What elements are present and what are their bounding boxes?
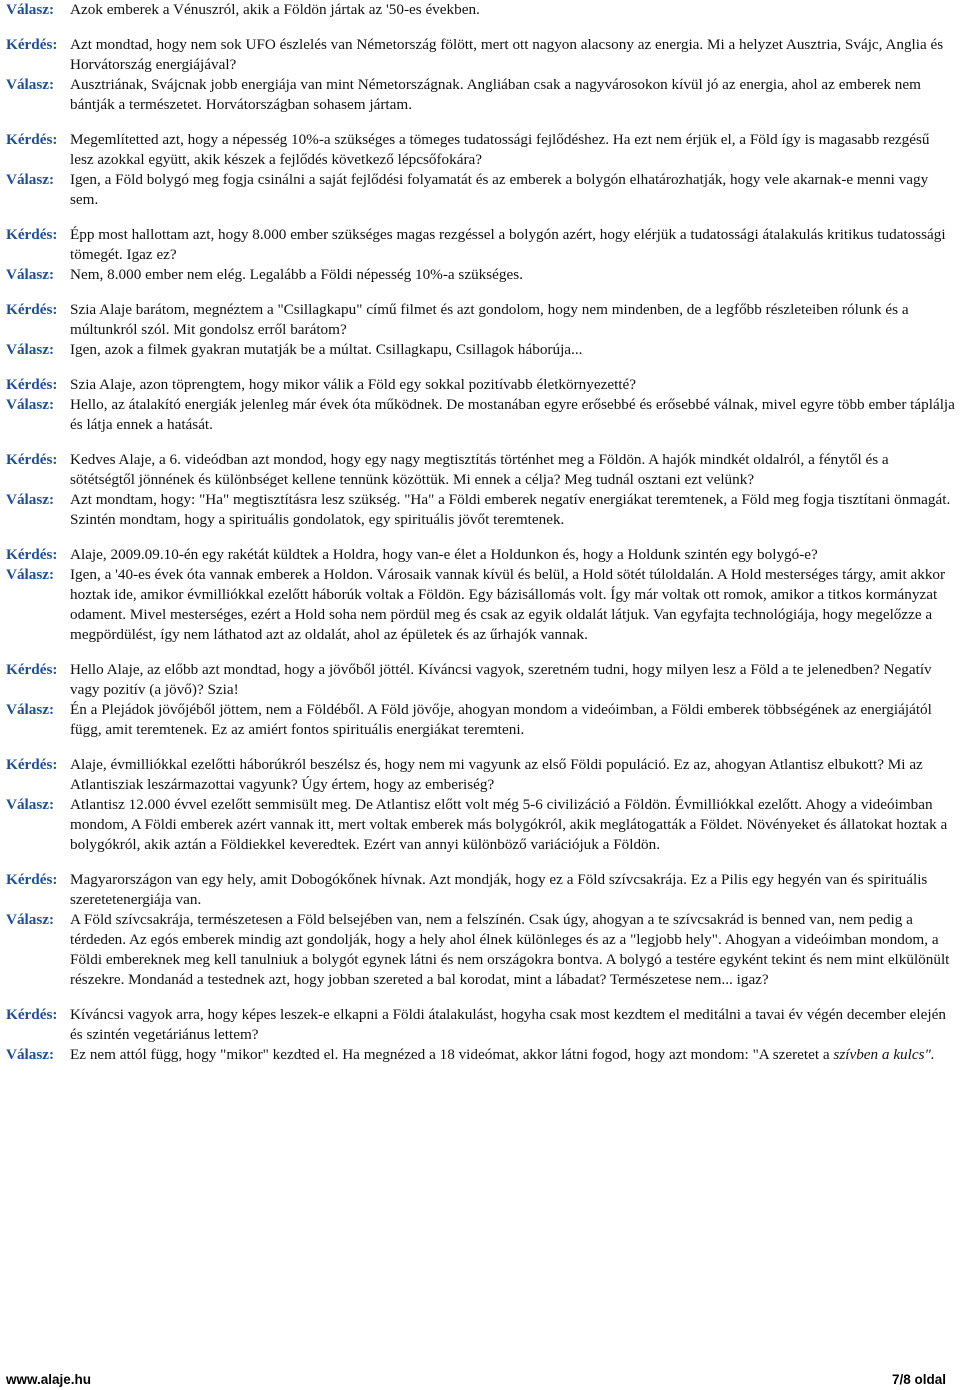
question-row xyxy=(6,375,956,395)
question-text xyxy=(70,375,956,395)
text-body: Azok emberek a Vénuszról, akik a Földön jártak az '50-es években. xyxy=(70,1,480,18)
question-row xyxy=(6,660,956,700)
answer-label: Válasz: xyxy=(6,341,55,358)
document-body xyxy=(6,0,956,1080)
qa-block xyxy=(6,300,956,360)
question-row xyxy=(6,870,956,910)
qa-block xyxy=(6,545,956,645)
question-label: Kérdés: xyxy=(6,756,58,773)
answer-text xyxy=(70,75,956,115)
text-body: Nem, 8.000 ember nem elég. Legalább a Földi népesség 10%-a szükséges. xyxy=(70,266,523,283)
question-row xyxy=(6,300,956,340)
question-text xyxy=(70,755,956,795)
answer-text xyxy=(70,565,956,645)
text-body: Hello Alaje, az előbb azt mondtad, hogy a jövőből jöttél. Kíváncsi vagyok, szeretném tudni, hogy milyen lesz a Föld a te jelenedben? Negatív vagy pozitív (a jövő)? Szia! xyxy=(70,661,932,698)
question-text xyxy=(70,870,956,910)
qa-block xyxy=(6,660,956,740)
question-row xyxy=(6,545,956,565)
text-body: Kedves Alaje, a 6. videódban azt mondod, hogy egy nagy megtisztítás történhet meg a Földön. A hajók mindkét oldalról, a fénytől és a sötétségtől jönnének és különbséget kellene tennünk közöttük. Mi ennek a célja? Meg tudnál osztani ezt velünk? xyxy=(70,451,889,488)
answer-row xyxy=(6,170,956,210)
answer-row xyxy=(6,265,956,285)
text-body: Alaje, 2009.09.10-én egy rakétát küldtek a Holdra, hogy van-e élet a Holdunkon és, hogy a Holdunk szintén egy bolygó-e? xyxy=(70,546,818,563)
text-body: Igen, azok a filmek gyakran mutatják be a múltat. Csillagkapu, Csillagok háborúja... xyxy=(70,341,583,358)
answer-label: Válasz: xyxy=(6,566,55,583)
answer-text xyxy=(70,490,956,530)
question-text xyxy=(70,130,956,170)
footer-page-number: 7/8 oldal xyxy=(891,1372,946,1387)
answer-text xyxy=(70,910,956,990)
question-label: Kérdés: xyxy=(6,301,58,318)
question-label: Kérdés: xyxy=(6,661,58,678)
question-label: Kérdés: xyxy=(6,36,58,53)
question-label: Kérdés: xyxy=(6,451,58,468)
text-body: Szia Alaje, azon töprengtem, hogy mikor válik a Föld egy sokkal pozitívabb életkörnyezetté? xyxy=(70,376,636,393)
answer-text xyxy=(70,170,956,210)
answer-row xyxy=(6,340,956,360)
question-text xyxy=(70,225,956,265)
qa-block xyxy=(6,1005,956,1065)
answer-row xyxy=(6,75,956,115)
answer-text xyxy=(70,0,956,20)
text-body: Igen, a Föld bolygó meg fogja csinálni a saját fejlődési folyamatát és az emberek a bolygón elhatározhatják, hogy vele akarnak-e menni vagy sem. xyxy=(70,171,929,208)
question-text xyxy=(70,545,956,565)
question-row xyxy=(6,450,956,490)
text-body: Megemlítetted azt, hogy a népesség 10%-a szükséges a tömeges tudatossági fejlődéshez. Ha ezt nem érjük el, a Föld így is magasabb rezgésű lesz azokkal együtt, akik készek a fejlődés következő lépcsőfokára? xyxy=(70,131,930,168)
qa-block xyxy=(6,755,956,855)
answer-row xyxy=(6,395,956,435)
footer-site-url[interactable]: www.alaje.hu xyxy=(6,1372,92,1387)
answer-text xyxy=(70,340,956,360)
text-body: Ausztriának, Svájcnak jobb energiája van mint Németországnak. Angliában csak a nagyvárosokon kívül jó az energia, ahol az emberek nem bántják a természetet. Horvátországban sohasem jártam. xyxy=(70,76,921,113)
answer-text xyxy=(70,700,956,740)
answer-label: Válasz: xyxy=(6,911,55,928)
text-body: Épp most hallottam azt, hogy 8.000 ember szükséges magas rezgéssel a bolygón azért, hogy elérjük a tudatossági átalakulás kritikus tudatossági tömegét. Igaz ez? xyxy=(70,226,946,263)
qa-block xyxy=(6,225,956,285)
answer-label: Válasz: xyxy=(6,266,55,283)
text-body: Kíváncsi vagyok arra, hogy képes leszek-e elkapni a Földi átalakulást, hogyha csak most kezdtem el meditálni a tavai év végén december elején és szintén vegetáriánus lettem? xyxy=(70,1006,946,1043)
question-text xyxy=(70,300,956,340)
question-label: Kérdés: xyxy=(6,376,58,393)
text-body: Ez nem attól függ, hogy "mikor" kezdted el. Ha megnézed a 18 videómat, akkor látni fogod, hogy azt mondom: "A szeretet a xyxy=(70,1046,834,1063)
answer-label: Válasz: xyxy=(6,1046,55,1063)
answer-text xyxy=(70,795,956,855)
qa-block xyxy=(6,870,956,990)
answer-label: Válasz: xyxy=(6,491,55,508)
text-body: Igen, a '40-es évek óta vannak emberek a Holdon. Városaik vannak kívül és belül, a Hold sötét túloldalán. A Hold mesterséges tárgy, amit akkor hoztak ide, amikor évmilliókkal ezelőtt háborúk voltak a Földön. Egy bázisállomás volt. Így már voltak ott romok, amikor a titkos kormányzat odament. Mivel mesterséges, ezért a Hold soha nem pördül meg és csak az egyik oldalát látjuk. Van egyfajta technológiája, hogy megelőzze a megpördülést, így nem láthatod azt az oldalát, ahol az épületek és az űrhajók vannak. xyxy=(70,566,946,643)
qa-block xyxy=(6,0,956,20)
answer-text xyxy=(70,1045,956,1065)
answer-row xyxy=(6,490,956,530)
answer-row xyxy=(6,1045,956,1065)
text-body: Szia Alaje barátom, megnéztem a "Csillagkapu" című filmet és azt gondolom, hogy nem mindenben, de a legfőbb részleteiben rólunk és a múltunkról szól. Mit gondolsz erről barátom? xyxy=(70,301,909,338)
question-label: Kérdés: xyxy=(6,546,58,563)
answer-label: Válasz: xyxy=(6,1,55,18)
text-body: Azt mondtad, hogy nem sok UFO észlelés van Németország fölött, mert ott nagyon alacsony az energia. Mi a helyzet Ausztria, Svájc, Anglia és Horvátország energiájával? xyxy=(70,36,944,73)
question-text xyxy=(70,1005,956,1045)
qa-block xyxy=(6,375,956,435)
question-label: Kérdés: xyxy=(6,226,58,243)
qa-block xyxy=(6,35,956,115)
question-row xyxy=(6,130,956,170)
question-text xyxy=(70,660,956,700)
text-body: Alaje, évmilliókkal ezelőtti háborúkról beszélsz és, hogy nem mi vagyunk az első Földi populáció. Ez az, ahogyan Atlantisz elbukott? Mi az Atlantisziak leszármazottai vagyunk? Úgy értem, hogy az emberiség? xyxy=(70,756,923,793)
qa-block xyxy=(6,450,956,530)
text-body: A Föld szívcsakrája, természetesen a Föld belsejében van, nem a felszínén. Csak úgy, ahogyan a te szívcsakrád is benned van, nem pedig a térdeden. Az egós emberek mindig azt gondolják, hogy a hely ahol élnek különleges és az a "legjobb hely". Ahogyan a videóimban mondom, a Földi embereknek meg kell tanulniuk a bolygót egynek látni és nem országokra bontva. A bolygó a testére egyként tekint és nem mint elkülönült részekre. Mondanád a testednek azt, hogy jobban szereted a bal korodat, mint a lábadat? Természetese nem... igaz? xyxy=(70,911,950,988)
answer-label: Válasz: xyxy=(6,171,55,188)
answer-label: Válasz: xyxy=(6,396,55,413)
answer-text xyxy=(70,265,956,285)
question-row xyxy=(6,225,956,265)
answer-text xyxy=(70,395,956,435)
answer-row xyxy=(6,565,956,645)
answer-label: Válasz: xyxy=(6,76,55,93)
question-label: Kérdés: xyxy=(6,1006,58,1023)
question-row xyxy=(6,35,956,75)
answer-row xyxy=(6,795,956,855)
answer-label: Válasz: xyxy=(6,701,55,718)
question-text xyxy=(70,450,956,490)
text-body: Atlantisz 12.000 évvel ezelőtt semmisült meg. De Atlantisz előtt volt még 5-6 civilizáció a Földön. Évmilliókkal ezelőtt. Ahogy a videóimban mondom, A Földi emberek azért vannak itt, mert voltak emberek más bolygókról, akik meglátogatták a Földet. Növényeket és állatokat hoztak a bolygókról, akik aztán a Földiekkel keveredtek. Ezért van annyi különböző variációjuk a Földön. xyxy=(70,796,948,853)
answer-row xyxy=(6,700,956,740)
answer-row xyxy=(6,0,956,20)
text-body: Magyarországon van egy hely, amit Dobogókőnek hívnak. Azt mondják, hogy ez a Föld szívcsakrája. Ez a Pilis egy hegyén van és spirituális szeretetenergiája van. xyxy=(70,871,928,908)
text-body: Én a Plejádok jövőjéből jöttem, nem a Földéből. A Föld jövője, ahogyan mondom a videóimban, a Földi emberek többségének az energiájától függ, amit teremtenek. Ez az amiért fontos spirituális energiákat teremteni. xyxy=(70,701,932,738)
answer-row xyxy=(6,910,956,990)
question-row xyxy=(6,755,956,795)
question-label: Kérdés: xyxy=(6,871,58,888)
text-body: Azt mondtam, hogy: "Ha" megtisztításra lesz szükség. "Ha" a Földi emberek negatív energiákat teremtenek, a Föld meg fogja tisztítani önmagát. Szintén mondtam, hogy a spirituális gondolatok, egy spirituális jövőt teremtenek. xyxy=(70,491,951,528)
question-row xyxy=(6,1005,956,1045)
question-text xyxy=(70,35,956,75)
qa-block xyxy=(6,130,956,210)
question-label: Kérdés: xyxy=(6,131,58,148)
answer-label: Válasz: xyxy=(6,796,55,813)
text-body: Hello, az átalakító energiák jelenleg már évek óta működnek. De mostanában egyre erősebbé és erősebbé válnak, mivel egyre több ember táplálja és látja ennek a hatását. xyxy=(70,396,955,433)
emphasized-text: szívben a kulcs". xyxy=(833,1046,935,1063)
page-footer xyxy=(6,1370,946,1390)
